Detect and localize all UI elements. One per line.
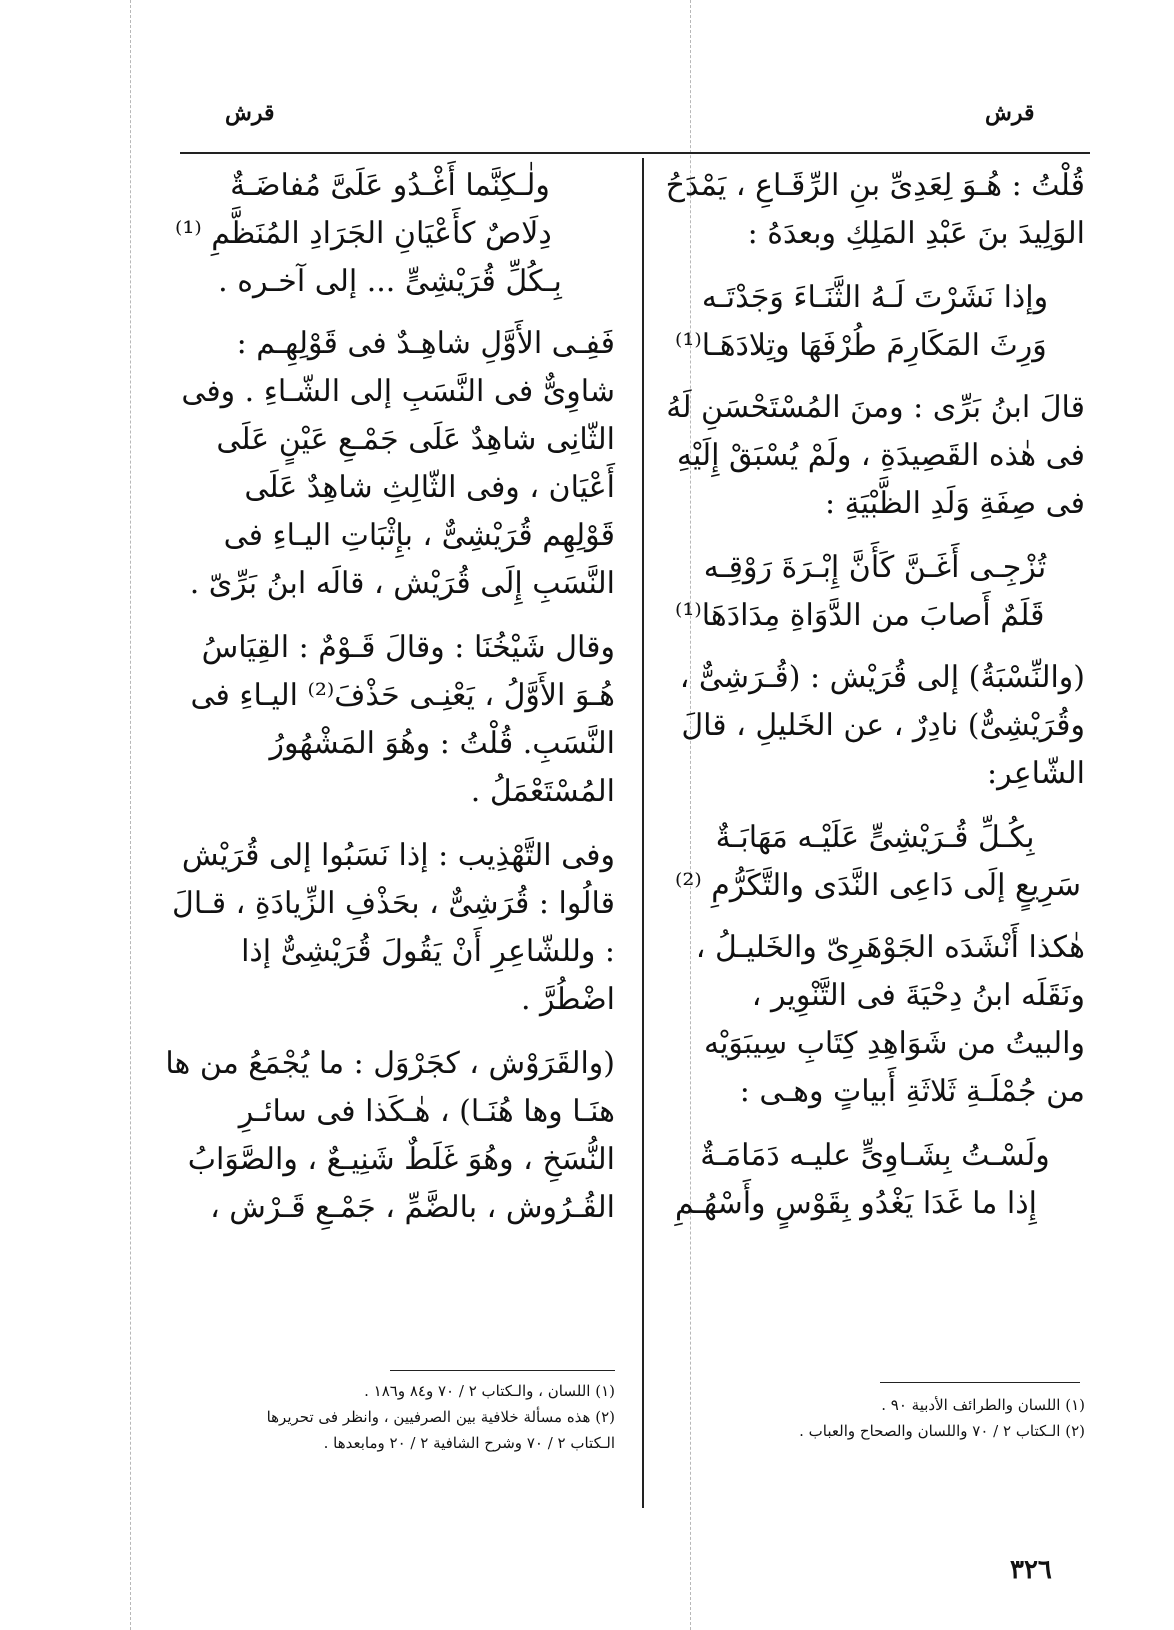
- paragraph: قالَ ابنُ بَرِّى : ومنَ المُسْتَحْسَنِ لَهُ فى هٰذه القَصِيدَةِ ، ولَمْ يُسْبَقْ إِلَيْهِ فى صِفَةِ وَلَدِ الظَّبْيَةِ :: [666, 390, 1085, 521]
- left-column: [165, 162, 615, 1248]
- verse-hemistich: ولَسْـتُ بِشَـاوِىٍّ عليـه دَمَامَـةٌ: [700, 1138, 1050, 1173]
- paragraph: (والقَرَوْش ، كجَرْوَل : ما يُجْمَعُ من ها هنَـا وها هُنَـا) ، هٰـكَذا فى سائـرِ النُّسَخِ ، وهُوَ غَلَطٌ شَنِيـعٌ ، والصَّوَابُ القُـرُوش ، بالضَّمِّ ، جَمْـعِ قَـرْش ،: [165, 1046, 615, 1225]
- paragraph: فَفِـى الأَوَّلِ شاهِـدٌ فى قَوْلِهِـم : شاوِىٌّ فى النَّسَبِ إلى الشّـاءِ . وفى الثّانِى شاهِدٌ عَلَى جَمْـعِ عَيْنٍ عَلَى أَعْيَان ، وفى الثّالِثِ شاهِدٌ عَلَى قَوْلِهِم قُرَيْشِىٌّ ، بإِثْبَاتِ اليـاءِ فى النَّسَبِ إِلَى قُرَيْش ، قالَه ابنُ بَرِّىّ .: [181, 326, 615, 601]
- paragraph: هٰكذا أَنْشَدَه الجَوْهَرِىّ والخَليـلُ ، ونَقَلَه ابنُ دِحْيَةَ فى التَّنْوِير ، والبيتُ من شَوَاهِدِ كِتَابِ سِيبَوَيْه من جُمْلَـةِ ثَلاثَةِ أَبياتٍ وهـى :: [695, 930, 1085, 1109]
- footnotes-right: [665, 1392, 1085, 1444]
- verse-hemistich: سَرِيعٍ إلَى دَاعِى النَّدَى والتَّكَرُّمِ ⁽²⁾: [675, 868, 1082, 903]
- verse-hemistich: بِكُـلِّ قُـرَيْشِىٍّ عَلَيْـه مَهَابَـةٌ: [715, 820, 1035, 855]
- verse-hemistich: وإذا نَشَرْتَ لَـهُ الثَّنَـاءَ وَجَدْتَـه: [701, 280, 1049, 315]
- footnote-rule-right: [880, 1382, 1080, 1383]
- verse-hemistich: دِلَاصٌ كأَعْيَانِ الجَرَادِ المُنَظَّمِ ⁽¹⁾: [175, 216, 552, 251]
- verse-hemistich: قَلَمٌ أَصابَ من الدَّوَاةِ مِدَادَهَا⁽¹⁾: [675, 598, 1045, 633]
- paragraph: وفى التَّهْذِيب : إذا نَسَبُوا إلى قُرَيْش قالُوا : قُرَشِىٌّ ، بحَذْفِ الزِّيادَةِ ، قـالَ : وللشّاعِرِ أَنْ يَقُولَ قُرَيْشِىٌّ إذا اضْطُرَّ .: [172, 838, 615, 1017]
- header-rule: [180, 152, 1090, 154]
- footnote: (١) اللسان ، والـكتاب ٢ / ٧٠ و٨٤ و١٨٦ .: [364, 1382, 615, 1400]
- verse: [165, 162, 615, 306]
- running-header-right: قرش: [985, 100, 1035, 126]
- verse-hemistich: وَرِثَ المَكَارِمَ طُرْفَهَا وتِلادَهَـا⁽¹⁾: [675, 328, 1047, 363]
- running-header-left: قرش: [225, 100, 275, 126]
- footnote: (١) اللسان والطرائف الأدبية ٩٠ .: [881, 1396, 1085, 1414]
- paragraph: (والنِّسْبَةُ) إلى قُرَيْش : (قُـرَشِىٌّ ، وقُرَيْشِىٌّ) نادِرٌ ، عن الخَليلِ ، قالَ الشّاعِر:: [679, 660, 1085, 791]
- footnote-continuation: الـكتاب ٢ / ٧٠ وشرح الشافية ٢ / ٢٠ ومابعدها .: [323, 1434, 615, 1452]
- footnotes-left: [165, 1378, 615, 1456]
- verse: [665, 274, 1085, 370]
- footnote: (٢) الـكتاب ٢ / ٧٠ واللسان والصحاح والعباب .: [799, 1422, 1085, 1440]
- verse-hemistich: بِـكُلِّ قُرَيْشِىٍّ ... إلى آخـره .: [218, 264, 562, 299]
- verse-hemistich: ولٰـكِنَّما أَغْـدُو عَلَىَّ مُفاضَـةٌ: [230, 168, 550, 203]
- paragraph: وقال شَيْخُنَا : وقالَ قَـوْمٌ : القِيَاسُ هُـوَ الأَوَّلُ ، يَعْنِـى حَذْفَ⁽²⁾ اليـاءِ فى النَّسَبِ. قُلْتُ : وهُوَ المَشْهُورُ المُسْتَعْمَلُ .: [190, 630, 615, 809]
- scan-fold-line-left: [130, 0, 131, 1630]
- verse: [665, 1132, 1085, 1228]
- footnote: (٢) هذه مسألة خلافية بين الصرفيين ، وانظر فى تحريرها: [266, 1408, 615, 1426]
- page-number: ٣٢٦: [1010, 1555, 1052, 1585]
- column-divider: [642, 158, 644, 1508]
- verse: [665, 814, 1085, 910]
- verse: [665, 544, 1085, 640]
- paragraph: قُلْتُ : هُـوَ لِعَدِىِّ بنِ الرِّقَـاعِ ، يَمْدَحُ الوَلِيدَ بنَ عَبْدِ المَلِكِ وبعدَهُ :: [665, 168, 1085, 251]
- verse-hemistich: إِذا ما غَدَا يَغْدُو بِقَوْسٍ وأَسْهُـمِ: [675, 1186, 1037, 1221]
- right-column: [665, 162, 1085, 1242]
- footnote-rule-left: [390, 1370, 615, 1371]
- verse-hemistich: تُزْجِـى أَغَـنَّ كَأَنَّ إِبْـرَةَ رَوْقِـه: [703, 550, 1047, 585]
